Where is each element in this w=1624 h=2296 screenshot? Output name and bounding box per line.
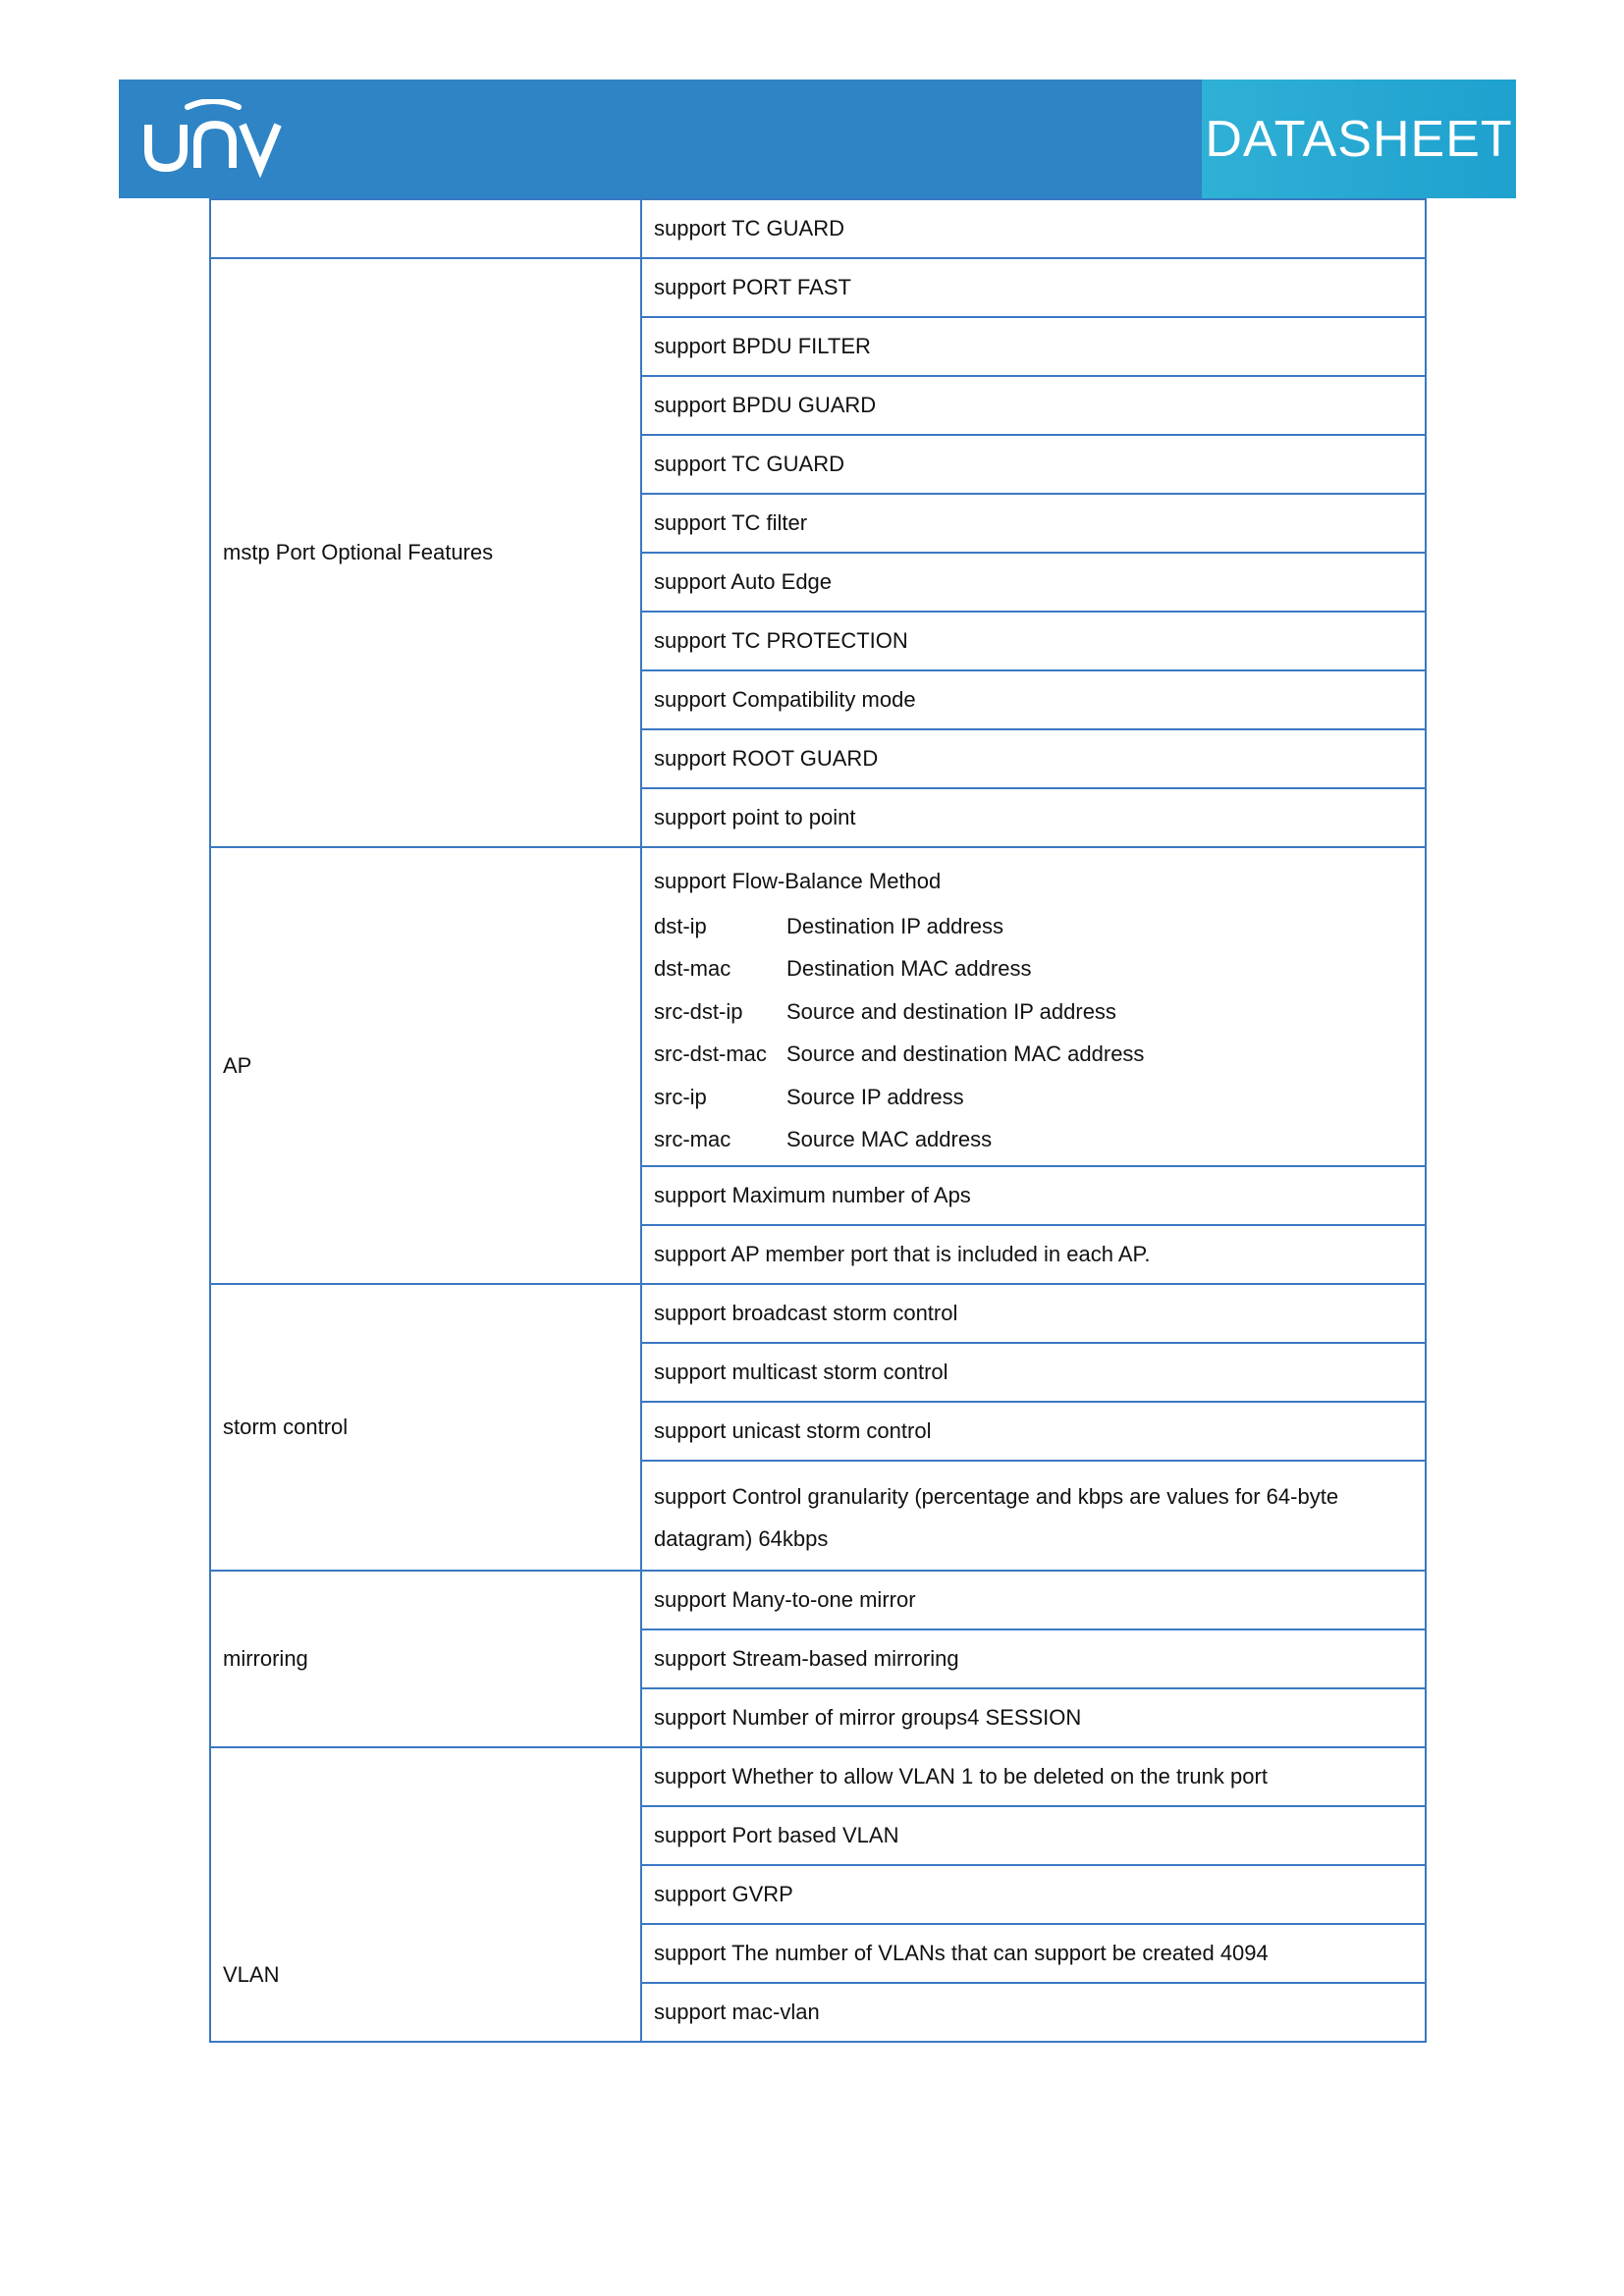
table-row: [210, 1747, 1426, 1806]
method-desc: Destination MAC address: [786, 956, 1032, 982]
desc-cell: support TC GUARD: [641, 435, 1426, 494]
desc-cell: support TC filter: [641, 494, 1426, 553]
flow-balance-title: support Flow-Balance Method: [654, 869, 942, 893]
desc-cell: support BPDU FILTER: [641, 317, 1426, 376]
unv-logo: [140, 99, 288, 178]
method-line: [654, 905, 1425, 948]
desc-cell: support The number of VLANs that can support be created 4094: [641, 1924, 1426, 1983]
desc-cell: support TC PROTECTION: [641, 612, 1426, 670]
feature-cell-empty: [210, 199, 641, 258]
method-desc: Source MAC address: [786, 1127, 993, 1152]
method-line: [654, 1119, 1425, 1162]
method-code: dst-mac: [654, 956, 731, 982]
desc-cell: support Compatibility mode: [641, 670, 1426, 729]
desc-cell: support Number of mirror groups4 SESSION: [641, 1688, 1426, 1747]
method-code: src-dst-ip: [654, 998, 743, 1024]
desc-cell: support PORT FAST: [641, 258, 1426, 317]
desc-cell: support Many-to-one mirror: [641, 1571, 1426, 1629]
desc-cell: support Auto Edge: [641, 553, 1426, 612]
method-line: [654, 990, 1425, 1034]
flow-balance-cell: [641, 847, 1426, 1166]
method-desc: Source and destination MAC address: [786, 1041, 1145, 1067]
desc-cell: support point to point: [641, 788, 1426, 847]
datasheet-title: DATASHEET: [1205, 110, 1513, 168]
desc-cell: support mac-vlan: [641, 1983, 1426, 2042]
desc-cell: support Control granularity (percentage and kbps are values for 64-byte datagram) 64kbps: [641, 1461, 1426, 1571]
header-banner: [119, 80, 1516, 198]
method-code: src-ip: [654, 1084, 707, 1109]
method-desc: Destination IP address: [786, 913, 1003, 938]
spec-table: [209, 198, 1427, 2043]
desc-cell: support TC GUARD: [641, 199, 1426, 258]
method-code: dst-ip: [654, 913, 707, 938]
method-code: src-mac: [654, 1127, 731, 1152]
desc-cell: support ROOT GUARD: [641, 729, 1426, 788]
datasheet-badge: [1202, 80, 1516, 198]
method-line: [654, 948, 1425, 991]
desc-cell: support Port based VLAN: [641, 1806, 1426, 1865]
feature-cell-mirroring: mirroring: [210, 1571, 641, 1747]
desc-cell: support unicast storm control: [641, 1402, 1426, 1461]
table-row: [210, 258, 1426, 317]
feature-cell-mstp: mstp Port Optional Features: [210, 258, 641, 847]
method-line: [654, 1034, 1425, 1077]
table-row: [210, 1284, 1426, 1343]
method-line: [654, 1076, 1425, 1119]
feature-cell-ap: AP: [210, 847, 641, 1284]
desc-cell: support Maximum number of Aps: [641, 1166, 1426, 1225]
desc-cell: support AP member port that is included in each AP.: [641, 1225, 1426, 1284]
table-row: [210, 1571, 1426, 1629]
table-row: [210, 199, 1426, 258]
desc-cell: support Stream-based mirroring: [641, 1629, 1426, 1688]
method-code: src-dst-mac: [654, 1041, 767, 1067]
method-desc: Source IP address: [786, 1084, 964, 1109]
feature-cell-storm-control: storm control: [210, 1284, 641, 1571]
feature-cell-vlan: VLAN: [210, 1747, 641, 2042]
desc-cell: support GVRP: [641, 1865, 1426, 1924]
desc-cell: support broadcast storm control: [641, 1284, 1426, 1343]
desc-cell: support multicast storm control: [641, 1343, 1426, 1402]
method-desc: Source and destination IP address: [786, 998, 1116, 1024]
desc-cell: support Whether to allow VLAN 1 to be deleted on the trunk port: [641, 1747, 1426, 1806]
table-row: [210, 847, 1426, 1166]
desc-cell: support BPDU GUARD: [641, 376, 1426, 435]
